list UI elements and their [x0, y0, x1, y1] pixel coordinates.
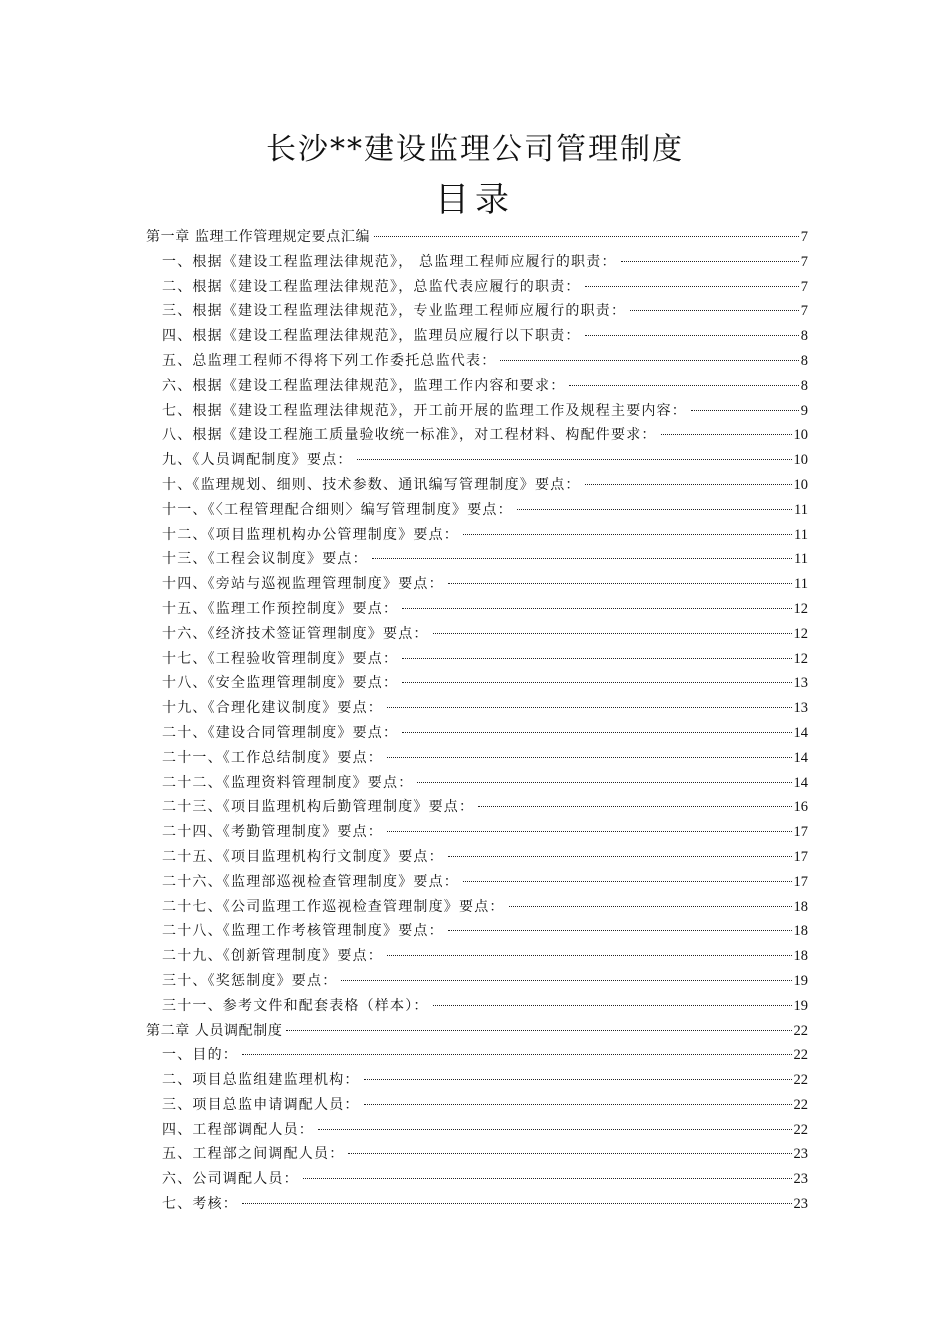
toc-page-number: 11 [794, 501, 808, 518]
toc-section-entry[interactable] [146, 275, 808, 300]
toc-dot-leader [364, 1104, 792, 1105]
toc-page-number: 19 [793, 972, 808, 989]
toc-entry-label: 三十、《奖惩制度》要点： [162, 972, 338, 989]
toc-entry-label: 八、根据《建设工程施工质量验收统一标准》，对工程材料、构配件要求： [162, 427, 657, 444]
toc-page-number: 22 [793, 1096, 808, 1113]
toc-entry-label: 第二章 人员调配制度 [146, 1022, 283, 1039]
toc-entry-label: 二十五、《项目监理机构行文制度》要点： [162, 848, 444, 865]
toc-page-number: 10 [793, 476, 808, 493]
toc-page-number: 19 [793, 997, 808, 1014]
toc-dot-leader [387, 831, 792, 832]
toc-dot-leader [621, 261, 799, 262]
toc-page-number: 11 [794, 576, 808, 593]
toc-entry-label: 十、《监理规划、细则、技术参数、通讯编写管理制度》要点： [162, 476, 581, 493]
toc-section-entry[interactable] [146, 448, 808, 473]
toc-entry-label: 一、目的： [162, 1047, 238, 1064]
toc-page-number: 9 [800, 402, 808, 419]
toc-page-number: 18 [793, 898, 808, 915]
toc-page-number: 8 [800, 377, 808, 394]
toc-section-entry[interactable] [146, 671, 808, 696]
toc-dot-leader [387, 707, 792, 708]
toc-entry-label: 二十六、《监理部巡视检查管理制度》要点： [162, 873, 459, 890]
toc-page-number: 22 [793, 1022, 808, 1039]
toc-section-entry[interactable] [146, 1142, 808, 1167]
toc-section-entry[interactable] [146, 572, 808, 597]
toc-page-number: 10 [793, 427, 808, 444]
toc-page-number: 18 [793, 923, 808, 940]
toc-page-number: 7 [800, 278, 808, 295]
toc-page-number: 10 [793, 452, 808, 469]
toc-dot-leader [463, 881, 792, 882]
toc-section-entry[interactable] [146, 374, 808, 399]
toc-chapter-entry[interactable] [146, 1019, 808, 1044]
toc-section-entry[interactable] [146, 969, 808, 994]
toc-page-number: 12 [793, 625, 808, 642]
toc-entry-label: 第一章 监理工作管理规定要点汇编 [146, 229, 371, 245]
toc-dot-leader [517, 509, 792, 510]
toc-dot-leader [500, 360, 798, 361]
toc-entry-label: 三、根据《建设工程监理法律规范》，专业监理工程师应履行的职责： [162, 303, 627, 320]
toc-section-entry[interactable] [146, 895, 808, 920]
toc-dot-leader [417, 782, 791, 783]
toc-section-entry[interactable] [146, 547, 808, 572]
toc-entry-label: 九、《人员调配制度》要点： [162, 452, 353, 469]
toc-dot-leader [348, 1153, 791, 1154]
toc-entry-label: 三、项目总监申请调配人员： [162, 1096, 360, 1113]
toc-entry-label: 二十、《建设合同管理制度》要点： [162, 724, 399, 741]
toc-entry-label: 十一、《〈工程管理配合细则〉编写管理制度》要点： [162, 501, 513, 518]
toc-section-entry[interactable] [146, 399, 808, 424]
toc-page-number: 23 [793, 1196, 808, 1213]
toc-section-entry[interactable] [146, 919, 808, 944]
toc-page-number: 23 [793, 1171, 808, 1188]
toc-section-entry[interactable] [146, 622, 808, 647]
toc-entry-label: 一、根据《建设工程监理法律规范》， 总监理工程师应履行的职责： [162, 253, 617, 270]
toc-heading: 目录 [435, 180, 515, 220]
toc-dot-leader [478, 806, 791, 807]
toc-section-entry[interactable] [146, 647, 808, 672]
toc-dot-leader [448, 930, 792, 931]
toc-page-number: 14 [793, 749, 808, 766]
toc-dot-leader [585, 335, 799, 336]
toc-entry-label: 十二、《项目监理机构办公管理制度》要点： [162, 526, 459, 543]
toc-entry-label: 十六、《经济技术签证管理制度》要点： [162, 625, 429, 642]
toc-section-entry[interactable] [146, 994, 808, 1019]
toc-chapter-entry[interactable] [146, 225, 808, 250]
toc-dot-leader [509, 906, 792, 907]
toc-dot-leader [569, 385, 798, 386]
toc-dot-leader [303, 1178, 792, 1179]
toc-dot-leader [463, 534, 792, 535]
toc-entry-label: 十八、《安全监理管理制度》要点： [162, 675, 399, 692]
toc-section-entry[interactable] [146, 1167, 808, 1192]
document-title: 长沙**建设监理公司管理制度 [266, 132, 684, 167]
toc-section-entry[interactable] [146, 597, 808, 622]
toc-section-entry[interactable] [146, 324, 808, 349]
toc-entry-label: 七、根据《建设工程监理法律规范》，开工前开展的监理工作及规程主要内容： [162, 402, 687, 419]
toc-page-number: 8 [800, 328, 808, 345]
toc-section-entry[interactable] [146, 1093, 808, 1118]
toc-page-number: 13 [793, 700, 808, 717]
toc-section-entry[interactable] [146, 498, 808, 523]
toc-dot-leader [402, 608, 791, 609]
toc-dot-leader [387, 757, 792, 758]
toc-dot-leader [433, 1005, 792, 1006]
toc-page-number: 22 [793, 1047, 808, 1064]
toc-entry-label: 二十九、《创新管理制度》要点： [162, 948, 383, 965]
toc-page-number: 8 [800, 352, 808, 369]
toc-section-entry[interactable] [146, 795, 808, 820]
toc-entry-label: 二十二、《监理资料管理制度》要点： [162, 774, 414, 791]
toc-section-entry[interactable] [146, 299, 808, 324]
toc-section-entry[interactable] [146, 944, 808, 969]
toc-section-entry[interactable] [146, 1118, 808, 1143]
toc-entry-label: 十三、《工程会议制度》要点： [162, 551, 368, 568]
toc-entry-label: 五、工程部之间调配人员： [162, 1146, 345, 1163]
toc-page-number: 12 [793, 650, 808, 667]
toc-dot-leader [661, 434, 792, 435]
toc-entry-label: 二、根据《建设工程监理法律规范》，总监代表应履行的职责： [162, 278, 581, 295]
toc-section-entry[interactable] [146, 250, 808, 275]
toc-entry-label: 二十三、《项目监理机构后勤管理制度》要点： [162, 799, 475, 816]
toc-dot-leader [318, 1129, 792, 1130]
toc-dot-leader [242, 1203, 792, 1204]
toc-dot-leader [433, 633, 792, 634]
toc-entry-label: 三十一、参考文件和配套表格（样本）： [162, 997, 429, 1014]
toc-page-number: 17 [793, 873, 808, 890]
toc-dot-leader [364, 1079, 792, 1080]
toc-page-number: 23 [793, 1146, 808, 1163]
toc-page-number: 7 [800, 253, 808, 270]
toc-section-entry[interactable] [146, 746, 808, 771]
toc-dot-leader [448, 583, 792, 584]
toc-page-number: 14 [793, 724, 808, 741]
toc-dot-leader [387, 955, 792, 956]
toc-page-number: 22 [793, 1072, 808, 1089]
toc-entry-label: 二十七、《公司监理工作巡视检查管理制度》要点： [162, 898, 505, 915]
toc-dot-leader [372, 558, 792, 559]
toc-page-number: 7 [800, 303, 808, 320]
toc-entry-label: 十四、《旁站与巡视监理管理制度》要点： [162, 576, 444, 593]
toc-entry-label: 十五、《监理工作预控制度》要点： [162, 600, 399, 617]
toc-dot-leader [357, 459, 792, 460]
toc-page-number: 16 [793, 799, 808, 816]
toc-section-entry[interactable] [146, 473, 808, 498]
toc-dot-leader [691, 410, 799, 411]
toc-page-number: 18 [793, 948, 808, 965]
toc-entry-label: 六、公司调配人员： [162, 1171, 299, 1188]
toc-entry-label: 四、工程部调配人员： [162, 1121, 314, 1138]
toc-section-entry[interactable] [146, 1043, 808, 1068]
toc-page-number: 11 [794, 551, 808, 568]
toc-page-number: 13 [793, 675, 808, 692]
toc-dot-leader [374, 236, 799, 237]
toc-section-entry[interactable] [146, 845, 808, 870]
toc-page-number: 22 [793, 1121, 808, 1138]
toc-entry-label: 二十四、《考勤管理制度》要点： [162, 824, 383, 841]
toc-page-number: 11 [794, 526, 808, 543]
toc-dot-leader [402, 682, 791, 683]
toc-dot-leader [242, 1054, 792, 1055]
toc-dot-leader [402, 658, 791, 659]
toc-entry-label: 五、总监理工程师不得将下列工作委托总监代表： [162, 352, 497, 369]
toc-dot-leader [286, 1030, 791, 1031]
toc-entry-label: 二、项目总监组建监理机构： [162, 1072, 360, 1089]
toc-section-entry[interactable] [146, 1068, 808, 1093]
toc-page-number: 7 [800, 229, 808, 245]
toc-section-entry[interactable] [146, 423, 808, 448]
toc-dot-leader [402, 732, 791, 733]
toc-entry-label: 七、考核： [162, 1196, 238, 1213]
toc-dot-leader [448, 856, 792, 857]
toc-page-number: 14 [793, 774, 808, 791]
toc-dot-leader [630, 310, 799, 311]
toc-section-entry[interactable] [146, 820, 808, 845]
toc-page-number: 12 [793, 600, 808, 617]
toc-entry-label: 六、根据《建设工程监理法律规范》，监理工作内容和要求： [162, 377, 566, 394]
toc-entry-label: 四、根据《建设工程监理法律规范》，监理员应履行以下职责： [162, 328, 581, 345]
toc-entry-label: 二十八、《监理工作考核管理制度》要点： [162, 923, 444, 940]
toc-section-entry[interactable] [146, 870, 808, 895]
toc-section-entry[interactable] [146, 349, 808, 374]
table-of-contents [146, 225, 808, 1217]
toc-dot-leader [585, 484, 792, 485]
toc-section-entry[interactable] [146, 771, 808, 796]
toc-page-number: 17 [793, 848, 808, 865]
toc-section-entry[interactable] [146, 721, 808, 746]
toc-section-entry[interactable] [146, 696, 808, 721]
toc-section-entry[interactable] [146, 1192, 808, 1217]
toc-entry-label: 二十一、《工作总结制度》要点： [162, 749, 383, 766]
toc-section-entry[interactable] [146, 523, 808, 548]
toc-entry-label: 十九、《合理化建议制度》要点： [162, 700, 383, 717]
toc-page-number: 17 [793, 824, 808, 841]
toc-dot-leader [585, 286, 799, 287]
toc-dot-leader [341, 980, 791, 981]
toc-entry-label: 十七、《工程验收管理制度》要点： [162, 650, 399, 667]
